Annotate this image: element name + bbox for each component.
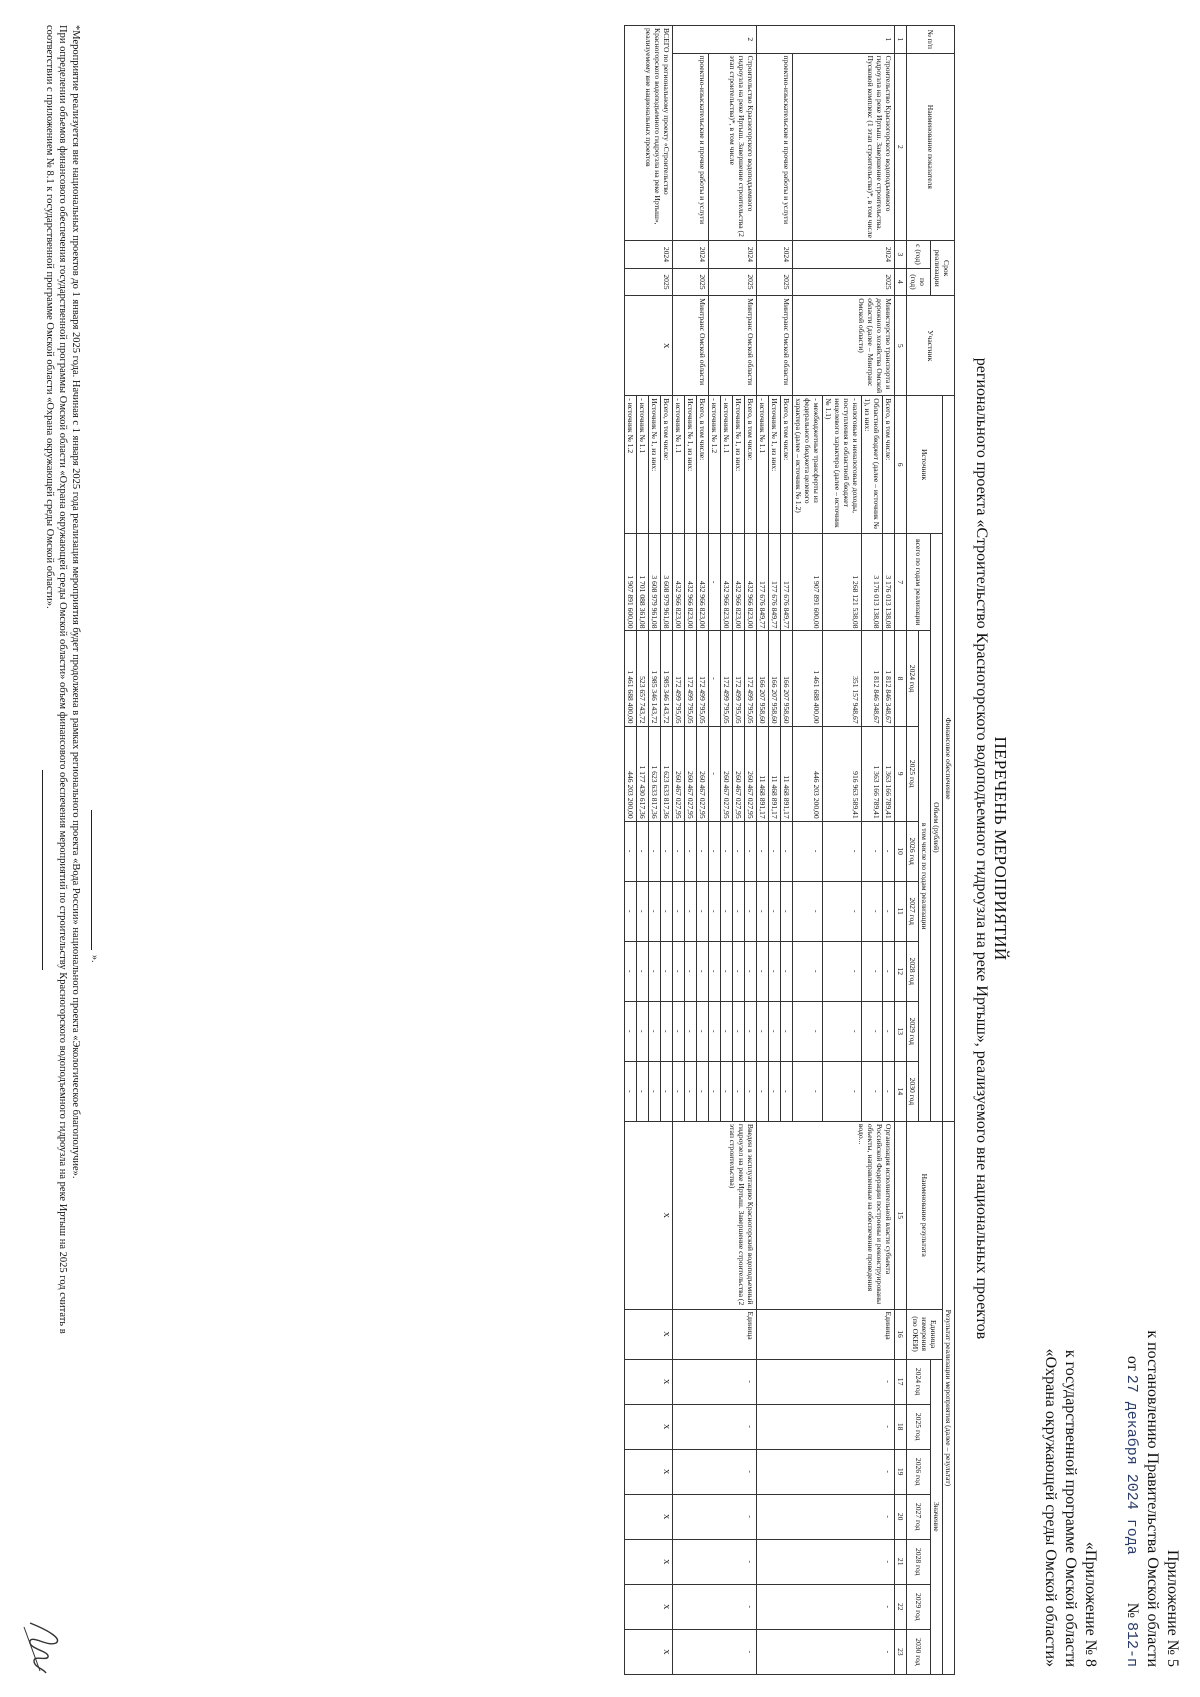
funding-source: - источник № 1.1 [637,396,649,534]
funding-value: 1 363 166 789,41 [883,726,895,821]
measure-name: Строительство Красногорского водоподъемного гидроузла на реке Иртыш. Завершение строительства. Пусковой комплекс (1 этап строительства)*, в том числе [793,53,895,241]
funding-value: - [697,1001,709,1061]
srok-start: 2024 [757,241,793,269]
funding-value: - [745,1001,757,1061]
funding-value: 1 623 633 817,36 [661,726,673,821]
result-value: - [757,1449,895,1494]
funding-value: 172 499 795,05 [697,631,709,726]
funding-value: - [685,1061,697,1121]
column-index-cell: 7 [895,533,907,631]
col-val-2025: 2025 год [907,1404,931,1449]
column-index-cell: 20 [895,1494,907,1539]
funding-value: 432 966 823,00 [721,533,733,631]
funding-value: - [637,1001,649,1061]
col-obem: Объем (рублей) [931,533,943,1121]
measure-name: ВСЕГО по региональному проекту «Строительство Красногорского водоподъемного гидроузла на реке Иртыш», реализуемому вне национальных проектов [625,26,673,241]
column-index-cell: 15 [895,1121,907,1309]
funding-value: - [661,881,673,941]
participant: Минтранс Омской области [757,296,793,396]
funding-value: - [649,821,661,881]
funding-value: - [637,1061,649,1121]
result-value: - [757,1404,895,1449]
funding-value: - [793,941,823,1001]
funding-value: - [757,881,769,941]
column-index-cell: 4 [895,268,907,296]
funding-value: - [733,941,745,1001]
col-num: № п/п [907,26,955,54]
funding-source: - источник № 1.2 [709,396,721,534]
funding-source: - межбюджетные трансферты из федерального бюджета целевого характера (далее – источник № 1.2) [793,396,823,534]
col-value: Значение [931,1359,943,1674]
column-index-cell: 14 [895,1061,907,1121]
result-value: - [757,1494,895,1539]
funding-value: 1 701 088 361,08 [637,533,649,631]
funding-value: 3 176 013 138,08 [883,533,895,631]
funding-value: - [661,821,673,881]
funding-value: 1 907 891 600,00 [793,533,823,631]
funding-value: - [757,1001,769,1061]
funding-value: 432 966 823,00 [733,533,745,631]
funding-value: - [769,1001,781,1061]
col-fin-2024: 2024 год [907,631,919,726]
funding-value: - [685,1001,697,1061]
funding-value: 1 907 891 600,00 [625,533,637,631]
column-index-cell: 21 [895,1539,907,1584]
funding-value: - [781,941,793,1001]
result-value: - [757,1584,895,1629]
srok-end: 2025 [625,268,673,296]
funding-value: 3 608 979 961,08 [661,533,673,631]
title-line-2: регионального проекта «Строительство Красногорского водоподъемного гидроузла на реке Иртыш», реализуемого вне национальных проектов [973,357,990,1340]
funding-value: 260 467 027,95 [697,726,709,821]
funding-source: Источник № 1, из них: [733,396,745,534]
funding-value: - [883,1061,895,1121]
col-po: по (год) [907,268,931,296]
srok-start: 2024 [709,241,757,269]
funding-value: - [709,726,721,821]
funding-value: 1 812 846 348,67 [883,631,895,726]
funding-value: - [862,821,883,881]
col-result-name: Наименование результата [907,1121,943,1309]
funding-value: - [745,881,757,941]
result-value: - [673,1359,757,1404]
column-index-cell: 13 [895,1001,907,1061]
funding-source: Источник № 1, из них: [685,396,697,534]
appendix-date-line: от 27 декабря 2024 года № 812-п [1123,1355,1141,1667]
funding-value: - [733,1001,745,1061]
footnote-1: *Мероприятие реализуется вне национальных проектов до 1 января 2025 года. Начиная с 1 января 2025 года реализация мероприятия будет продолжена в рамках регионального проекта «Вода России» национального проекта «Экологическое благополучие». [70,25,81,1179]
srok-end: 2025 [793,268,895,296]
funding-value: - [862,1001,883,1061]
funding-value: - [673,821,685,881]
funding-value: 260 467 027,95 [685,726,697,821]
funding-value: - [823,1001,862,1061]
participant: Министерство транспорта и дорожного хозяйства Омской области (далее – Минтранс Омской области) [793,296,895,396]
funding-value: - [733,1061,745,1121]
result-name: X [625,1121,673,1309]
funding-value: - [769,881,781,941]
col-fin-2026: 2026 год [907,821,919,881]
result-name: Организация исполнительной власти субъекта Российской Федерации построены и реконструированы объекты, направленные на обеспечение проведения водо... [757,1121,895,1309]
funding-value: - [625,1001,637,1061]
result-value: X [625,1584,673,1629]
funding-value: 432 966 823,00 [685,533,697,631]
result-value: - [757,1629,895,1674]
column-index-cell: 8 [895,631,907,726]
funding-value: - [685,881,697,941]
funding-value: - [709,631,721,726]
funding-value: 11 468 891,17 [757,726,769,821]
funding-value: - [697,1061,709,1121]
col-fin-2027: 2027 год [907,881,919,941]
column-index-cell: 9 [895,726,907,821]
result-value: X [625,1359,673,1404]
title-line-1: ПЕРЕЧЕНЬ МЕРОПРИЯТИЙ [991,736,1010,961]
funding-value: - [661,1061,673,1121]
col-val-2024: 2024 год [907,1359,931,1404]
funding-value: 1 461 688 400,00 [793,631,823,726]
col-name: Наименование показателя [907,53,955,241]
funding-value: - [661,1001,673,1061]
result-value: - [673,1494,757,1539]
row-number: 2 [673,26,757,54]
funding-value: - [673,941,685,1001]
appendix-resolution: к постановлению Правительства Омской области [1144,1330,1161,1667]
result-value: - [673,1539,757,1584]
funding-value: 172 499 795,05 [721,631,733,726]
funding-value: 1 985 346 143,72 [649,631,661,726]
result-name: Введен в эксплуатацию Красногорский водоподъемный гидроузел на реке Иртыш. Завершение строительства (2 этап строительства) [673,1121,757,1309]
column-index-row [895,26,907,1675]
funding-value: 260 467 027,95 [733,726,745,821]
measures-table [624,25,955,1675]
appendix-number: Приложение № 5 [1164,1549,1181,1667]
row-number: 1 [757,26,895,54]
result-unit: Единица [757,1309,895,1359]
funding-source: - источник № 1.2 [625,396,637,534]
funding-value: - [883,821,895,881]
funding-value: - [721,821,733,881]
funding-value: - [709,533,721,631]
funding-source: - источник № 1.1 [757,396,769,534]
funding-source: Источник № 1, из них: [769,396,781,534]
col-val-2026: 2026 год [907,1449,931,1494]
funding-value: 1 812 846 348,67 [862,631,883,726]
col-val-2029: 2029 год [907,1584,931,1629]
funding-value: 260 467 027,95 [721,726,733,821]
funding-value: - [625,941,637,1001]
col-val-2030: 2030 год [907,1629,931,1674]
footnote-2: При определении объемов финансового обеспечения государственной программы Омской области «Охрана окружающей среды Омской области» объем финансового обеспечения мероприятий по строительству Красногорского водоподъемного гидроузла на реке Иртыш на 2025 год считать в [57,25,68,1334]
funding-value: - [823,821,862,881]
srok-start: 2024 [793,241,895,269]
col-fin-2025: 2025 год [907,726,919,821]
measure-name: проектно-изыскательские и прочие работы и услуги [757,53,793,241]
funding-value: - [781,1061,793,1121]
col-uchastnik: Участник [907,296,955,396]
column-index-cell: 18 [895,1404,907,1449]
result-unit: Единица [673,1309,757,1359]
col-fin-2030: 2030 год [907,1061,919,1121]
funding-value: - [697,821,709,881]
col-unit: Единица измерения (по ОКЕИ) [907,1309,943,1359]
funding-value: - [823,1061,862,1121]
column-index-cell: 1 [895,26,907,54]
table-body [625,26,907,1675]
funding-source: Областной бюджет (далее – источник № 1), из них: [862,396,883,534]
funding-value: - [745,941,757,1001]
funding-value: - [637,941,649,1001]
participant: Минтранс Омской области [709,296,757,396]
funding-value: 172 499 795,05 [733,631,745,726]
funding-value: 3 176 013 138,08 [862,533,883,631]
srok-end: 2025 [757,268,793,296]
funding-source: Всего, в том числе: [781,396,793,534]
funding-value: - [862,1061,883,1121]
result-value: X [625,1494,673,1539]
participant: X [625,296,673,396]
result-value: - [673,1629,757,1674]
column-index-cell: 3 [895,241,907,269]
handwritten-signature [15,1617,70,1677]
col-vsego: всего по годам реализации [907,533,931,631]
funding-value: - [883,1001,895,1061]
separator-line [91,810,92,950]
funding-value: 3 608 979 961,08 [649,533,661,631]
funding-value: 177 676 849,77 [757,533,769,631]
participant: Минтранс Омской области [673,296,709,396]
funding-value: - [649,1001,661,1061]
funding-value: - [625,881,637,941]
resolution-number: 812-п [1123,1621,1140,1667]
program-appendix-line2: к государственной программе Омской области [1062,1349,1079,1667]
col-result: Результат реализации мероприятия (далее – результат) [943,1121,955,1674]
result-value: X [625,1449,673,1494]
funding-value: 177 676 849,77 [781,533,793,631]
funding-value: 166 207 958,60 [757,631,769,726]
funding-value: - [637,821,649,881]
resolution-date: 27 декабря 2024 года [1123,1374,1140,1555]
funding-value: 351 157 948,67 [823,631,862,726]
funding-value: - [781,881,793,941]
funding-source: - источник № 1.1 [673,396,685,534]
funding-value: - [769,821,781,881]
funding-value: 446 203 200,00 [793,726,823,821]
funding-value: 1 985 346 143,72 [661,631,673,726]
column-index-cell: 10 [895,821,907,881]
result-value: X [625,1539,673,1584]
column-index-cell: 16 [895,1309,907,1359]
col-val-2027: 2027 год [907,1494,931,1539]
funding-value: - [862,881,883,941]
funding-value: - [637,881,649,941]
col-srok: Срок реализации [931,241,955,296]
funding-source: Всего, в том числе: [661,396,673,534]
funding-value: - [745,1061,757,1121]
funding-value: - [709,1061,721,1121]
result-value: - [673,1404,757,1449]
result-value: - [757,1539,895,1584]
funding-value: - [649,881,661,941]
closing-quote: ». [89,955,100,963]
funding-value: 432 966 823,00 [745,533,757,631]
funding-value: - [757,941,769,1001]
result-value: - [673,1449,757,1494]
result-unit: X [625,1309,673,1359]
funding-source: Всего, в том числе: [883,396,895,534]
footnotes [43,25,82,1665]
srok-start: 2024 [673,241,709,269]
col-fin-2029: 2029 год [907,1001,919,1061]
table-row [883,26,895,1675]
column-index-cell: 6 [895,396,907,534]
funding-value: - [757,821,769,881]
funding-source: Всего, в том числе: [697,396,709,534]
funding-value: - [709,1001,721,1061]
funding-value: - [697,941,709,1001]
funding-value: - [649,941,661,1001]
funding-value: 523 657 743,72 [637,631,649,726]
col-s: с (год) [907,241,931,269]
funding-value: - [661,941,673,1001]
column-index-cell: 2 [895,53,907,241]
funding-value: 1 268 121 538,08 [823,533,862,631]
funding-value: - [721,881,733,941]
funding-source: - источник № 1.1 [721,396,733,534]
funding-value: 1 461 688 400,00 [625,631,637,726]
funding-value: 166 207 958,60 [781,631,793,726]
funding-value: - [781,821,793,881]
column-index-cell: 11 [895,881,907,941]
funding-value: - [721,1001,733,1061]
funding-value: 446 203 200,00 [625,726,637,821]
document-title [972,0,1010,1697]
funding-value: - [769,1061,781,1121]
program-appendix-line3: «Охрана окружающей среды Омской области» [1042,1348,1059,1667]
funding-value: - [649,1061,661,1121]
result-value: - [757,1359,895,1404]
funding-value: - [793,821,823,881]
funding-value: - [823,941,862,1001]
funding-value: 1 363 166 789,41 [862,726,883,821]
funding-value: - [673,881,685,941]
srok-start: 2024 [625,241,673,269]
funding-value: - [883,881,895,941]
result-value: X [625,1629,673,1674]
funding-value: - [721,941,733,1001]
table-row [745,26,757,1675]
funding-value: - [625,1061,637,1121]
funding-value: - [733,821,745,881]
program-appendix-header [1040,1349,1100,1667]
funding-value: 172 499 795,05 [685,631,697,726]
result-value: - [673,1584,757,1629]
funding-value: - [673,1001,685,1061]
col-fin-2028: 2028 год [907,941,919,1001]
funding-value: 916 963 589,41 [823,726,862,821]
funding-value: - [697,881,709,941]
funding-value: - [757,1061,769,1121]
funding-value: 432 966 823,00 [697,533,709,631]
col-fin: Финансовое обеспечение [943,396,955,1122]
funding-value: - [673,1061,685,1121]
funding-value: - [862,941,883,1001]
col-istochnik: Источник [907,396,943,534]
funding-value: - [883,941,895,1001]
funding-value: 1 623 633 817,36 [649,726,661,821]
funding-value: - [793,1001,823,1061]
column-index-cell: 17 [895,1359,907,1404]
funding-value: 260 467 027,95 [745,726,757,821]
result-value: X [625,1404,673,1449]
funding-value: - [793,881,823,941]
srok-end: 2025 [709,268,757,296]
funding-value: 172 499 795,05 [745,631,757,726]
appendix-header [1121,1330,1182,1667]
column-index-cell: 22 [895,1584,907,1629]
funding-value: 166 207 958,60 [769,631,781,726]
measure-name: Строительство Красногорского водоподъемного гидроузла на реке Иртыш. Завершение строительства (2 этап строительства)*, в том числе [709,53,757,241]
table-row [661,26,673,1675]
srok-end: 2025 [673,268,709,296]
column-index-cell: 12 [895,941,907,1001]
funding-value: - [793,1061,823,1121]
funding-value: - [721,1061,733,1121]
funding-value: 260 467 027,95 [673,726,685,821]
funding-value: - [823,881,862,941]
column-index-cell: 5 [895,296,907,396]
funding-value: - [745,821,757,881]
funding-value: - [685,941,697,1001]
col-val-2028: 2028 год [907,1539,931,1584]
funding-value: - [709,881,721,941]
funding-source: Источник № 1, из них: [649,396,661,534]
funding-source: Всего, в том числе: [745,396,757,534]
funding-value: 177 676 849,77 [769,533,781,631]
funding-value: 432 966 823,00 [673,533,685,631]
program-appendix-number: «Приложение № 8 [1082,1541,1099,1667]
column-index-cell: 23 [895,1629,907,1674]
footnote-3: соответствии с приложением № 8.1 к государственной программе Омской области «Охрана окружающей среды Омской области». [44,25,55,609]
funding-value: - [781,1001,793,1061]
funding-value: - [625,821,637,881]
measure-name: проектно-изыскательские и прочие работы и услуги [673,53,709,241]
funding-value: 1 177 430 617,36 [637,726,649,821]
funding-value: 11 468 891,17 [769,726,781,821]
funding-value: - [733,881,745,941]
funding-value: - [685,821,697,881]
funding-source: - налоговые и неналоговые доходы, поступления в областной бюджет нецелевого характера (далее – источник № 1.1) [823,396,862,534]
funding-value: 11 468 891,17 [781,726,793,821]
col-vtch: в том числе по годам реализации [919,631,931,1121]
column-index-cell: 19 [895,1449,907,1494]
funding-value: - [709,941,721,1001]
funding-value: - [709,821,721,881]
funding-value: 172 499 795,05 [673,631,685,726]
funding-value: - [769,941,781,1001]
